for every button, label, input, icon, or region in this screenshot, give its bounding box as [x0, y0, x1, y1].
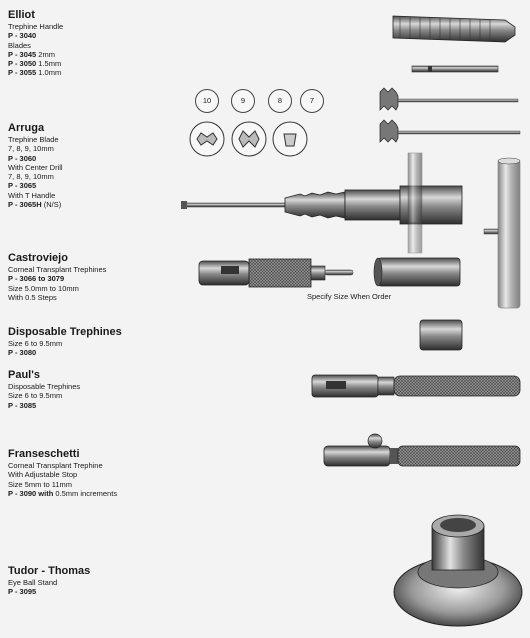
arruga-t-handle-image	[181, 153, 462, 253]
product-code: P - 3045 2mm	[8, 49, 55, 59]
product-code: P - 3080	[8, 348, 37, 358]
product-line: Eye Ball Stand	[8, 578, 58, 587]
product-code: P - 3050 1.5mm	[8, 59, 62, 69]
product-code: P - 3090 with 0.5mm increments	[8, 488, 118, 498]
product-pauls	[8, 369, 193, 410]
product-code: P - 3065H (N/S)	[8, 200, 62, 210]
arruga-blade-image	[380, 88, 518, 110]
product-line: With Center Drill	[8, 162, 63, 172]
t-bar-rod-image	[484, 158, 520, 308]
product-disposable-trephines	[8, 326, 193, 358]
size-label: 7	[300, 89, 324, 113]
product-line: Corneal Transplant Trephines	[8, 265, 107, 274]
tudor-thomas-stand-image	[394, 515, 522, 626]
product-tudor-thomas	[8, 565, 193, 597]
product-line: With Adjustable Stop	[8, 470, 78, 480]
pauls-trephine-image	[312, 375, 520, 397]
size-label: 8	[268, 89, 292, 113]
castroviejo-blade-image	[374, 258, 460, 286]
product-line: With T Handle	[8, 190, 56, 200]
product-name: Paul's	[8, 369, 40, 381]
product-line: 7, 8, 9, 10mm	[8, 144, 54, 154]
product-line: 7, 8, 9, 10mm	[8, 172, 54, 182]
disposable-trephine-image	[420, 320, 462, 350]
product-franseschetti	[8, 448, 193, 498]
product-arruga	[8, 122, 193, 209]
product-name: Elliot	[8, 9, 35, 21]
product-line: Trephine Handle	[8, 22, 64, 31]
product-line: Disposable Trephines	[8, 382, 81, 391]
arruga-section-circles	[190, 122, 307, 156]
product-castroviejo	[8, 252, 193, 302]
product-line: Size 5mm to 11mm	[8, 479, 73, 489]
product-code: P - 3060	[8, 153, 37, 163]
product-code: P - 3040	[8, 31, 37, 41]
product-name: Arruga	[8, 122, 45, 134]
product-code: P - 3065	[8, 181, 37, 191]
product-name: Franseschetti	[8, 448, 80, 460]
arruga-drill-blade-image	[380, 120, 520, 142]
product-name: Disposable Trephines	[8, 326, 122, 338]
product-elliot	[8, 9, 193, 78]
product-code: P - 3095	[8, 587, 37, 597]
product-code: P - 3055 1.0mm	[8, 68, 62, 78]
castroviejo-trephine-image	[199, 259, 353, 287]
elliot-blade-image	[412, 66, 498, 72]
castroviejo-note: Specify Size When Order	[307, 292, 392, 301]
product-line: Size 6 to 9.5mm	[8, 339, 63, 348]
product-line: Trephine Blade	[8, 135, 59, 144]
product-line: Size 5.0mm to 10mm	[8, 283, 79, 293]
product-line: Corneal Transplant Trephine	[8, 461, 103, 470]
product-line: Blades	[8, 40, 31, 50]
franseschetti-trephine-image	[324, 434, 520, 466]
product-code: P - 3066 to 3079	[8, 274, 65, 284]
product-line: With 0.5 Steps	[8, 292, 57, 302]
product-name: Castroviejo	[8, 252, 68, 264]
product-code: P - 3085	[8, 400, 37, 410]
size-label: 9	[231, 89, 255, 113]
elliot-handle-image	[393, 16, 515, 42]
size-label: 10	[195, 89, 219, 113]
product-name: Tudor - Thomas	[8, 565, 91, 577]
product-line: Size 6 to 9.5mm	[8, 391, 63, 401]
